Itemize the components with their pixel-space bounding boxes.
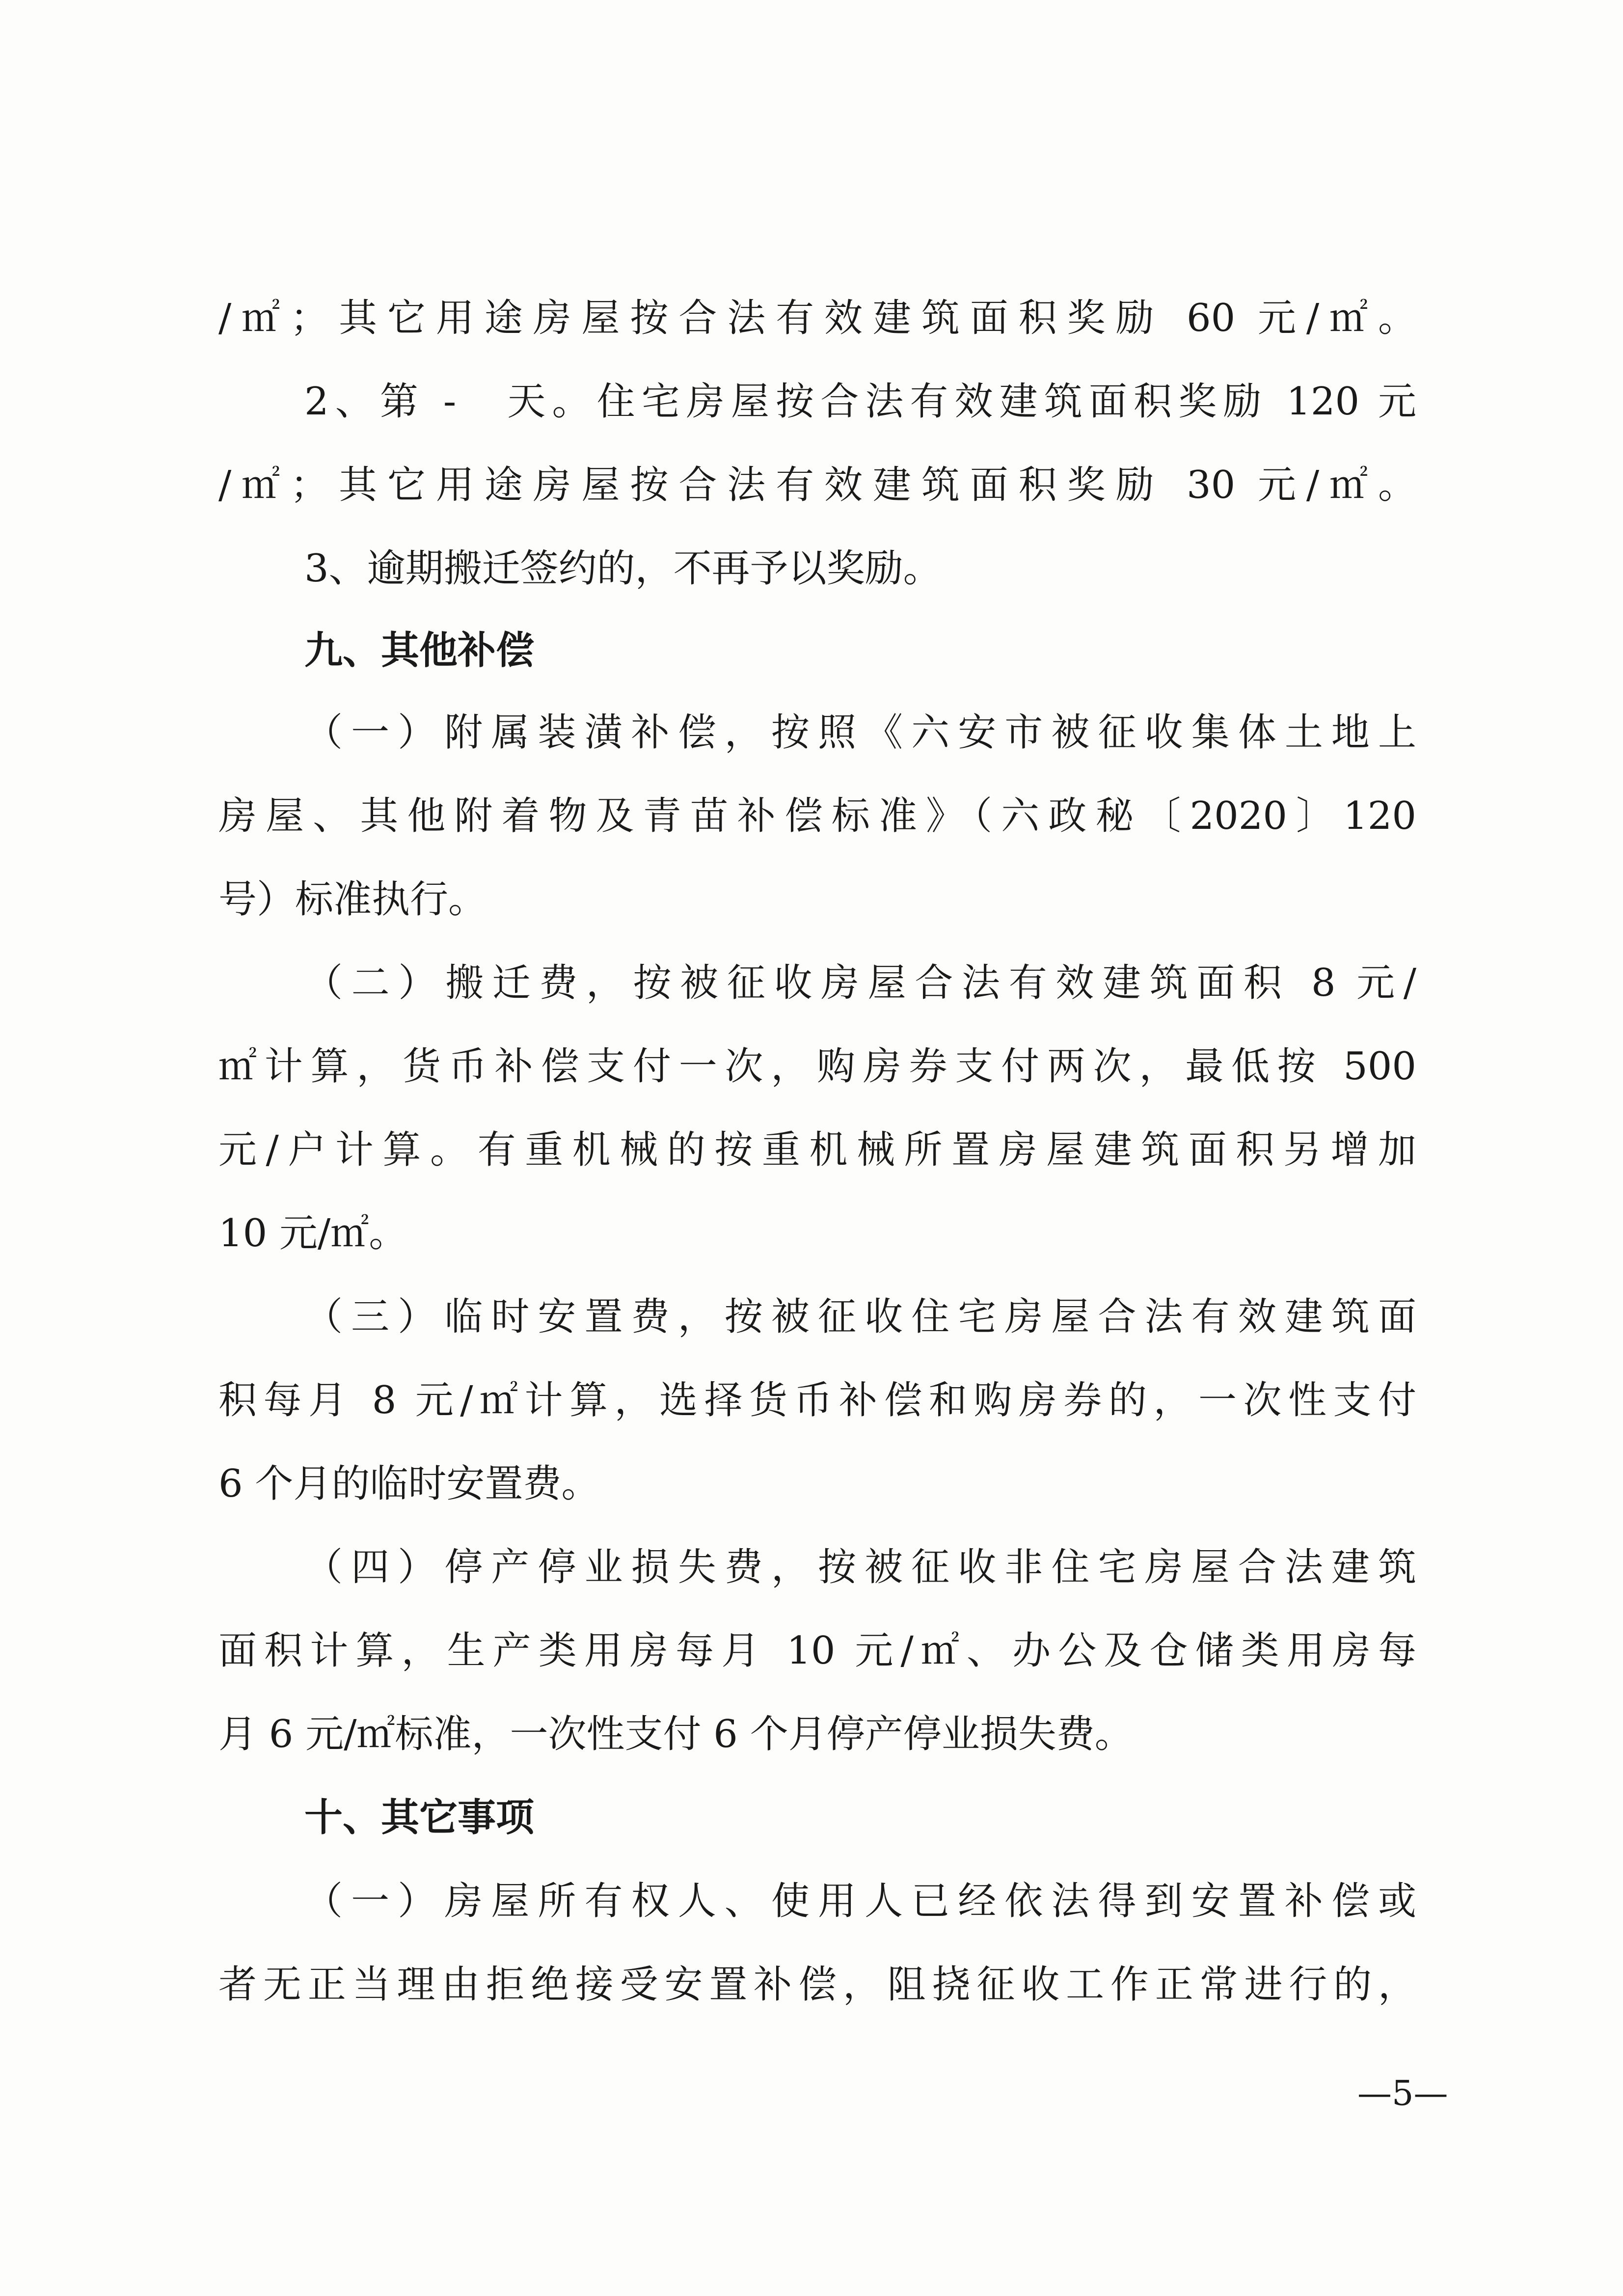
text-line-2: 2、第 - 天。住宅房屋按合法有效建筑面积奖励 120 元	[304, 380, 1416, 424]
section-heading-9: 九、其他补偿	[304, 629, 535, 673]
text-line-13: （三）临时安置费，按被征收住宅房屋合法有效建筑面	[304, 1295, 1416, 1339]
text-line-6: （一）附属装潢补偿，按照《六安市被征收集体土地上	[304, 711, 1416, 755]
text-line-11: 元/户计算。有重机械的按重机械所置房屋建筑面积另增加	[218, 1128, 1416, 1172]
text-line-20: （一）房屋所有权人、使用人已经依法得到安置补偿或	[304, 1879, 1416, 1923]
text-line-12: 10 元/㎡。	[218, 1211, 407, 1256]
text-line-4: 3、逾期搬迁签约的，不再予以奖励。	[304, 547, 942, 591]
text-line-9: （二）搬迁费，按被征收房屋合法有效建筑面积 8 元/	[304, 961, 1416, 1005]
text-line-15: 6 个月的临时安置费。	[218, 1462, 600, 1506]
text-line-17: 面积计算，生产类用房每月 10 元/㎡、办公及仓储类用房每	[218, 1629, 1416, 1673]
text-line-8: 号）标准执行。	[218, 877, 487, 922]
text-line-1: /㎡；其它用途房屋按合法有效建筑面积奖励 60 元/㎡。	[218, 296, 1416, 340]
text-line-10: ㎡计算，货币补偿支付一次，购房券支付两次，最低按 500	[218, 1044, 1416, 1089]
text-line-21: 者无正当理由拒绝接受安置补偿，阻挠征收工作正常进行的，	[218, 1963, 1416, 2007]
section-heading-10: 十、其它事项	[304, 1796, 535, 1840]
text-line-16: （四）停产停业损失费，按被征收非住宅房屋合法建筑	[304, 1545, 1416, 1589]
text-line-7: 房屋、其他附着物及青苗补偿标准》（六政秘〔2020〕120	[218, 794, 1416, 838]
text-line-3: /㎡；其它用途房屋按合法有效建筑面积奖励 30 元/㎡。	[218, 463, 1416, 507]
text-line-18: 月 6 元/㎡标准，一次性支付 6 个月停产停业损失费。	[218, 1712, 1133, 1756]
page-number: —5—	[1357, 2073, 1448, 2113]
text-line-14: 积每月 8 元/㎡计算，选择货币补偿和购房券的，一次性支付	[218, 1378, 1416, 1422]
